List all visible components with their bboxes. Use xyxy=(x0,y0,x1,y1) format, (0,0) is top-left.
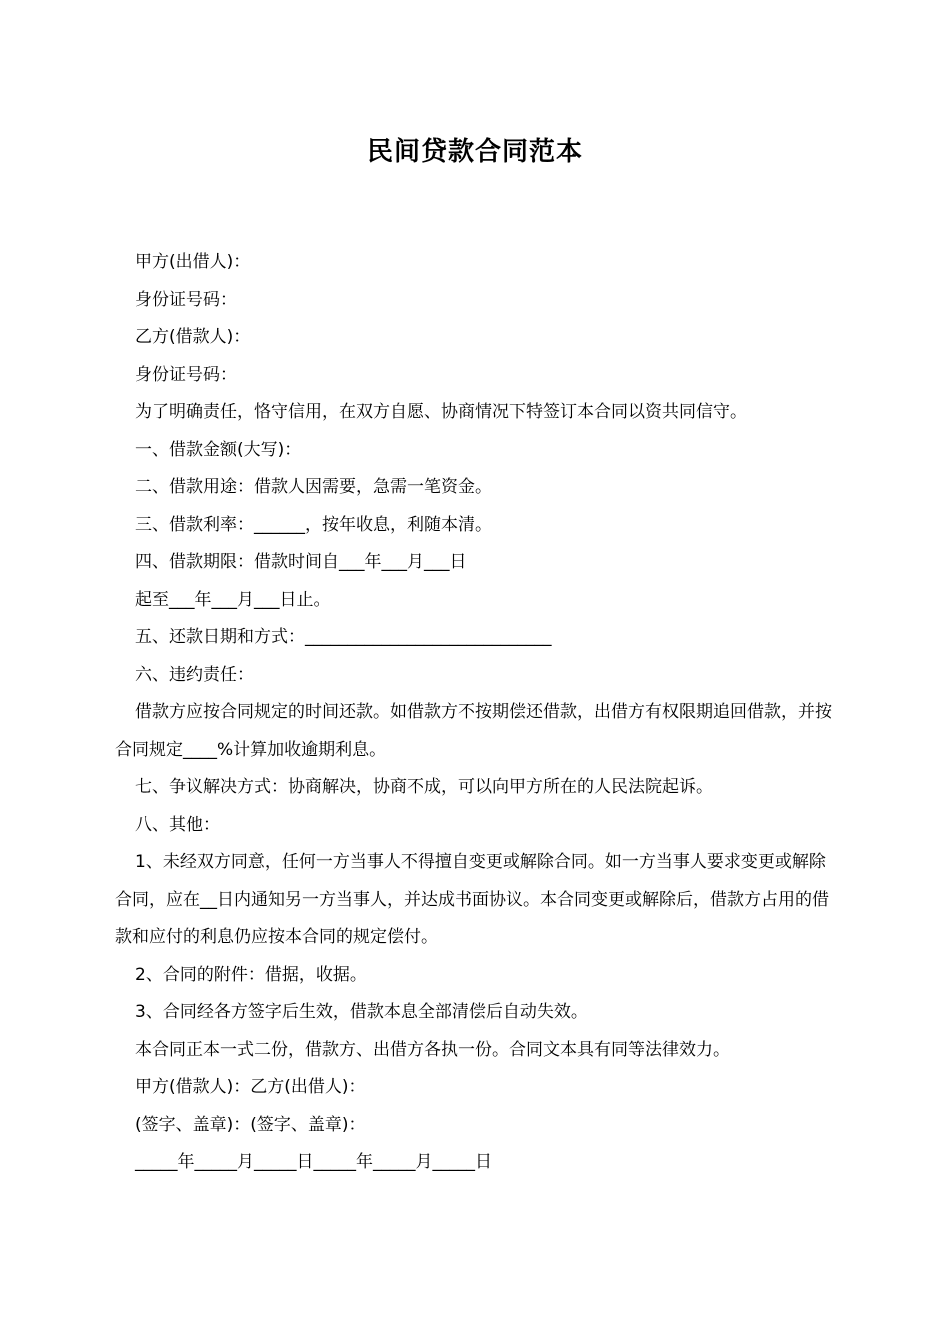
paragraph-line: 借款方应按合同规定的时间还款。如借款方不按期偿还借款，出借方有权限期追回借款，并按合同规定____%计算加收逾期利息。 xyxy=(115,702,832,760)
paragraph-line: (签字、盖章)：(签字、盖章)： xyxy=(135,1114,366,1135)
paragraph-line: 3、合同经各方签字后生效，借款本息全部清偿后自动失效。 xyxy=(135,1002,588,1022)
paragraph-line: _____年_____月_____日_____年_____月_____日 xyxy=(135,1152,492,1172)
paragraph-line: 七、争议解决方式：协商解决，协商不成，可以向甲方所在的人民法院起诉。 xyxy=(135,777,713,797)
paragraph-line: 六、违约责任： xyxy=(135,664,254,685)
paragraph-line: 八、其他： xyxy=(135,814,220,835)
paragraph-line: 身份证号码： xyxy=(135,289,237,310)
paragraph-line: 二、借款用途：借款人因需要，急需一笔资金。 xyxy=(135,477,492,497)
paragraph-line: 三、借款利率：______，按年收息，利随本清。 xyxy=(135,514,492,535)
paragraph-line: 一、借款金额(大写)： xyxy=(135,439,302,460)
paragraph-line: 五、还款日期和方式：_____________________________ xyxy=(135,627,552,647)
paragraph-line: 起至___年___月___日止。 xyxy=(135,589,331,610)
paragraph-line: 乙方(借款人)： xyxy=(135,327,251,347)
document-body xyxy=(115,244,837,1182)
paragraph-line: 甲方(借款人)：乙方(出借人)： xyxy=(135,1077,366,1097)
paragraph-line: 1、未经双方同意，任何一方当事人不得擅自变更或解除合同。如一方当事人要求变更或解除合同，应在__日内通知另一方当事人，并达成书面协议。本合同变更或解除后，借款方占用的借款和应付的利息仍应按本合同的规定偿付。 xyxy=(115,852,829,947)
paragraph-line: 四、借款期限：借款时间自___年___月___日 xyxy=(135,552,467,572)
paragraph-line: 身份证号码： xyxy=(135,364,237,385)
paragraph-line: 为了明确责任，恪守信用，在双方自愿、协商情况下特签订本合同以资共同信守。 xyxy=(135,402,747,422)
paragraph-line: 甲方(出借人)： xyxy=(135,252,251,272)
paragraph-line: 2、合同的附件：借据，收据。 xyxy=(135,964,367,985)
paragraph-line: 本合同正本一式二份，借款方、出借方各执一份。合同文本具有同等法律效力。 xyxy=(135,1039,730,1060)
document-title: 民间贷款合同范本 xyxy=(366,137,583,167)
